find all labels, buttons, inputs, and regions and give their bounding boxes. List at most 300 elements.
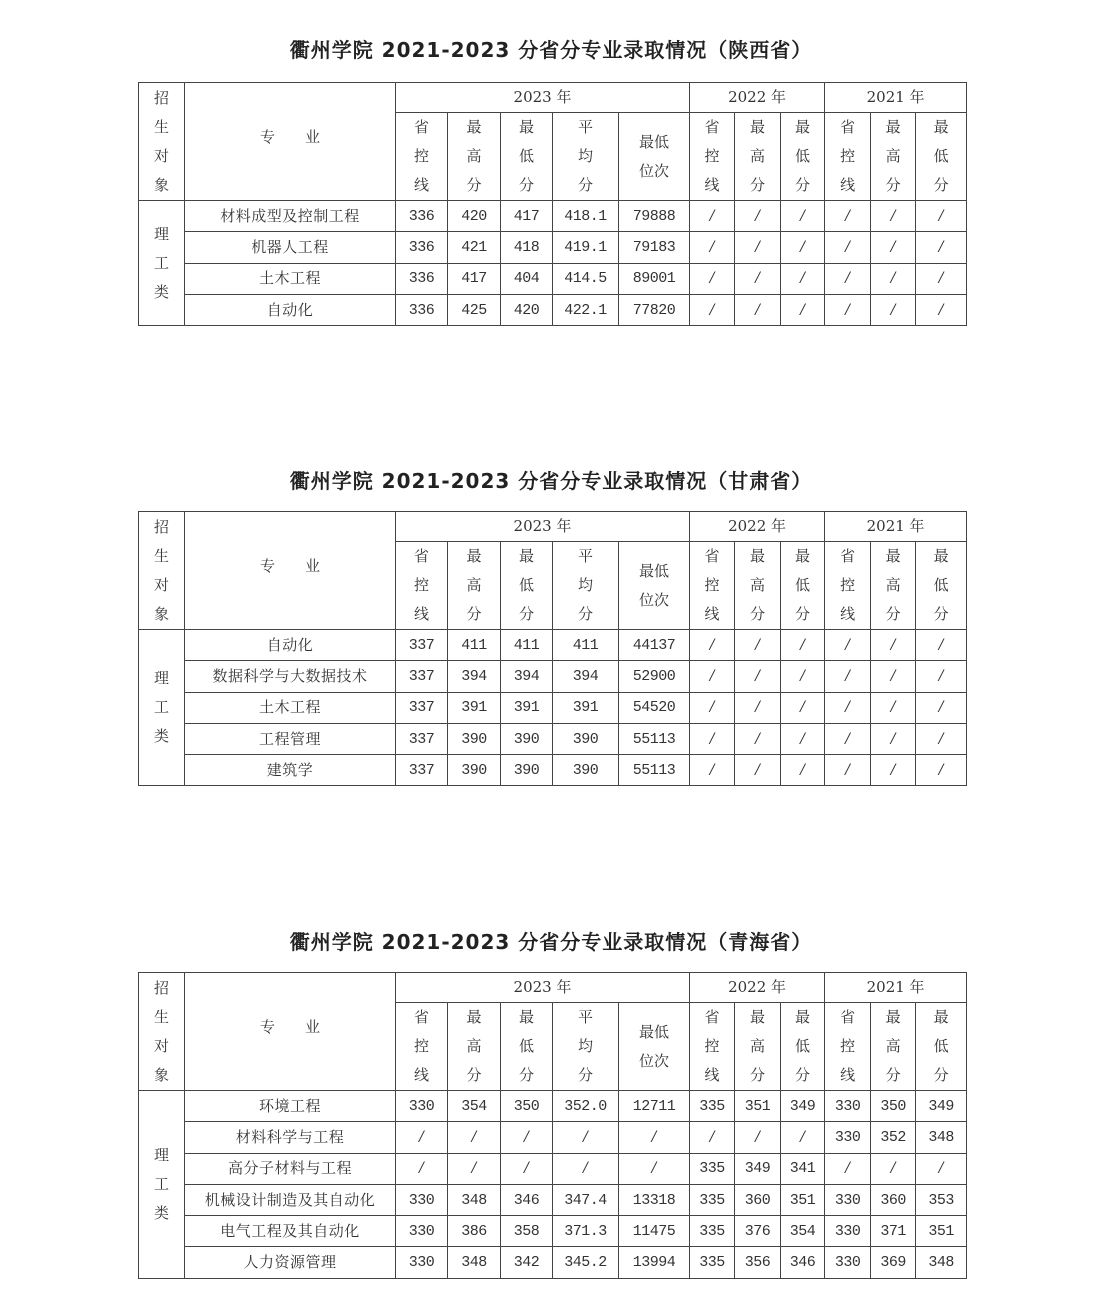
subcol-char: 最 (795, 118, 811, 136)
score-cell: / (825, 661, 871, 692)
score-cell: 414.5 (553, 263, 619, 294)
score-cell: 420 (448, 201, 501, 232)
subcol-char: 最 (518, 1008, 534, 1026)
header-subcol (825, 113, 871, 201)
score-cell: / (871, 232, 916, 263)
score-cell: / (781, 232, 825, 263)
score-cell: 55113 (619, 755, 690, 786)
header-year-2021: 2021 年 (825, 83, 967, 113)
score-cell: 337 (396, 692, 448, 723)
table-row (139, 692, 967, 723)
table-row (139, 630, 967, 661)
header-subcol (448, 542, 501, 630)
subcol-label (825, 113, 870, 200)
category-char: 招 (153, 88, 169, 107)
category-char: 生 (153, 1007, 169, 1026)
subcol-char: 低 (518, 1037, 534, 1055)
category-char: 理 (153, 1145, 169, 1164)
category-value (139, 664, 184, 751)
subcol-char: 低 (795, 576, 811, 594)
subcol-char: 最 (885, 118, 901, 136)
score-cell: 336 (396, 263, 448, 294)
subcol-char: 最 (518, 118, 534, 136)
subcol-char: 省 (413, 118, 429, 136)
score-cell: / (871, 755, 916, 786)
category-char: 类 (153, 282, 169, 301)
subcol-char: 分 (518, 605, 534, 623)
subcol-char: 均 (577, 576, 593, 594)
subcol-label (735, 113, 780, 200)
score-cell: / (916, 723, 967, 754)
score-cell: / (781, 201, 825, 232)
header-subcol (501, 542, 553, 630)
subcol-label (871, 1003, 915, 1090)
subcol-char: 分 (933, 1066, 949, 1084)
score-cell: 12711 (619, 1091, 690, 1122)
subcol-char: 低 (518, 147, 534, 165)
score-cell: 350 (501, 1091, 553, 1122)
subcol-char: 分 (750, 176, 766, 194)
score-cell: / (448, 1153, 501, 1184)
subcol-char: 省 (840, 1008, 856, 1026)
subcol-char: 分 (795, 1066, 811, 1084)
header-subcol (690, 1003, 735, 1091)
subcol-char: 最低 (639, 561, 670, 580)
score-cell: 390 (553, 755, 619, 786)
score-cell: 77820 (619, 294, 690, 325)
subcol-char: 控 (840, 147, 856, 165)
major-name: 环境工程 (185, 1091, 396, 1122)
score-cell: / (871, 630, 916, 661)
header-year-2023: 2023 年 (396, 83, 690, 113)
category-char: 类 (153, 727, 169, 746)
admission-table (138, 511, 967, 786)
header-subcol (916, 542, 967, 630)
score-cell: 349 (781, 1091, 825, 1122)
score-cell: / (825, 1153, 871, 1184)
score-cell: / (825, 723, 871, 754)
header-subcol (396, 113, 448, 201)
subcol-label (553, 1003, 618, 1090)
table-row (139, 1247, 967, 1278)
major-name: 人力资源管理 (185, 1247, 396, 1278)
major-name: 机器人工程 (185, 232, 396, 263)
score-cell: 348 (916, 1122, 967, 1153)
score-cell: 425 (448, 294, 501, 325)
score-cell: / (916, 232, 967, 263)
table-row (139, 1091, 967, 1122)
score-cell: 13318 (619, 1184, 690, 1215)
score-cell: 390 (553, 723, 619, 754)
score-cell: 390 (501, 723, 553, 754)
score-cell: 350 (871, 1091, 916, 1122)
header-category (139, 512, 185, 630)
subcol-char: 均 (577, 147, 593, 165)
table-row (139, 1122, 967, 1153)
header-subcol (781, 1003, 825, 1091)
score-cell: 330 (825, 1091, 871, 1122)
score-cell: / (781, 1122, 825, 1153)
category-value (139, 220, 184, 307)
score-cell: 391 (448, 692, 501, 723)
score-cell: 336 (396, 232, 448, 263)
subcol-char: 控 (413, 1037, 429, 1055)
subcol-label (871, 542, 915, 629)
subcol-char: 高 (885, 576, 901, 594)
category-char: 类 (153, 1203, 169, 1222)
major-name: 材料成型及控制工程 (185, 201, 396, 232)
category-label (139, 513, 184, 629)
score-cell: 394 (448, 661, 501, 692)
subcol-char: 高 (885, 147, 901, 165)
category-char: 工 (153, 253, 169, 272)
subcol-char: 线 (704, 605, 720, 623)
score-cell: 352 (871, 1122, 916, 1153)
score-cell: / (735, 1122, 781, 1153)
subcol-char: 控 (413, 576, 429, 594)
score-cell: / (501, 1153, 553, 1184)
subcol-label (916, 1003, 966, 1090)
header-subcol (553, 1003, 619, 1091)
category-char: 理 (153, 224, 169, 243)
subcol-char: 高 (466, 147, 482, 165)
score-cell: 346 (501, 1184, 553, 1215)
score-cell: / (735, 661, 781, 692)
subcol-char: 最 (795, 547, 811, 565)
major-name: 建筑学 (185, 755, 396, 786)
header-major: 专 业 (185, 512, 396, 630)
score-cell: / (735, 232, 781, 263)
score-cell: / (871, 294, 916, 325)
score-cell: / (735, 263, 781, 294)
subcol-char: 最 (933, 118, 949, 136)
header-subcol (396, 542, 448, 630)
score-cell: / (735, 692, 781, 723)
subcol-label (871, 113, 915, 200)
score-cell: 348 (448, 1247, 501, 1278)
score-cell: / (871, 201, 916, 232)
subcol-char: 低 (795, 147, 811, 165)
header-subcol (916, 113, 967, 201)
subcol-label (448, 113, 500, 200)
subcol-char: 分 (577, 1066, 593, 1084)
table-title: 衢州学院 2021-2023 分省分专业录取情况（青海省） (289, 930, 813, 954)
header-year-2022: 2022 年 (690, 512, 825, 542)
header-subcol (501, 1003, 553, 1091)
subcol-char: 线 (840, 176, 856, 194)
score-cell: 358 (501, 1216, 553, 1247)
subcol-char: 分 (518, 1066, 534, 1084)
table-row (139, 755, 967, 786)
score-cell: / (553, 1153, 619, 1184)
subcol-char: 高 (750, 147, 766, 165)
score-cell: 352.0 (553, 1091, 619, 1122)
subcol-char: 线 (704, 1066, 720, 1084)
score-cell: 418 (501, 232, 553, 263)
score-cell: / (871, 1153, 916, 1184)
subcol-label (501, 113, 552, 200)
category-cell (139, 1091, 185, 1279)
score-cell: / (735, 201, 781, 232)
score-cell: 354 (448, 1091, 501, 1122)
category-label (139, 974, 184, 1090)
subcol-char: 线 (840, 1066, 856, 1084)
header-subcol (619, 113, 690, 201)
header-subcol (448, 113, 501, 201)
score-cell: 371.3 (553, 1216, 619, 1247)
score-cell: 55113 (619, 723, 690, 754)
score-cell: / (781, 630, 825, 661)
table-title: 衢州学院 2021-2023 分省分专业录取情况（陕西省） (289, 38, 813, 62)
subcol-label (553, 113, 618, 200)
subcol-char: 低 (933, 1037, 949, 1055)
score-cell: 13994 (619, 1247, 690, 1278)
subcol-char: 分 (577, 176, 593, 194)
subcol-char: 省 (704, 547, 720, 565)
major-name: 材料科学与工程 (185, 1122, 396, 1153)
admission-table (138, 82, 967, 326)
score-cell: / (916, 294, 967, 325)
score-cell: / (825, 294, 871, 325)
score-cell: / (619, 1153, 690, 1184)
category-cell (139, 201, 185, 326)
subcol-char: 分 (885, 605, 901, 623)
subcol-char: 省 (840, 118, 856, 136)
score-cell: 44137 (619, 630, 690, 661)
score-cell: 330 (396, 1247, 448, 1278)
subcol-char: 省 (413, 547, 429, 565)
score-cell: / (825, 263, 871, 294)
score-cell: / (396, 1153, 448, 1184)
score-cell: 79888 (619, 201, 690, 232)
score-cell: 330 (825, 1184, 871, 1215)
subcol-char: 高 (466, 576, 482, 594)
major-name: 自动化 (185, 630, 396, 661)
score-cell: 79183 (619, 232, 690, 263)
subcol-char: 高 (750, 1037, 766, 1055)
header-subcol (871, 1003, 916, 1091)
header-year-2021: 2021 年 (825, 512, 967, 542)
subcol-char: 均 (577, 1037, 593, 1055)
subcol-char: 分 (795, 605, 811, 623)
subcol-label (690, 113, 734, 200)
subcol-label (690, 542, 734, 629)
subcol-char: 最 (885, 547, 901, 565)
header-year-2023: 2023 年 (396, 512, 690, 542)
major-name: 机械设计制造及其自动化 (185, 1184, 396, 1215)
score-cell: 390 (448, 755, 501, 786)
header-category (139, 973, 185, 1091)
score-cell: 346 (781, 1247, 825, 1278)
category-char: 对 (153, 146, 169, 165)
score-cell: 371 (871, 1216, 916, 1247)
table-row (139, 263, 967, 294)
score-cell: 336 (396, 201, 448, 232)
score-cell: 342 (501, 1247, 553, 1278)
score-cell: / (781, 661, 825, 692)
score-cell: 404 (501, 263, 553, 294)
category-char: 工 (153, 698, 169, 717)
score-cell: / (396, 1122, 448, 1153)
subcol-char: 高 (885, 1037, 901, 1055)
table-title: 衢州学院 2021-2023 分省分专业录取情况（甘肃省） (289, 469, 813, 493)
score-cell: 349 (735, 1153, 781, 1184)
score-cell: 351 (781, 1184, 825, 1215)
score-cell: 354 (781, 1216, 825, 1247)
table-row (139, 723, 967, 754)
score-cell: / (690, 755, 735, 786)
score-cell: / (916, 630, 967, 661)
score-cell: / (690, 263, 735, 294)
score-cell: 351 (735, 1091, 781, 1122)
score-cell: 351 (916, 1216, 967, 1247)
header-subcol (448, 1003, 501, 1091)
score-cell: 335 (690, 1247, 735, 1278)
score-cell: / (781, 692, 825, 723)
subcol-char: 分 (750, 605, 766, 623)
subcol-char: 控 (704, 1037, 720, 1055)
score-cell: 386 (448, 1216, 501, 1247)
table-row (139, 661, 967, 692)
subcol-label (619, 1018, 689, 1076)
subcol-char: 分 (577, 605, 593, 623)
score-cell: / (690, 232, 735, 263)
score-cell: 341 (781, 1153, 825, 1184)
subcol-char: 平 (577, 1008, 593, 1026)
score-cell: 335 (690, 1091, 735, 1122)
category-char: 招 (153, 517, 169, 536)
header-subcol (735, 113, 781, 201)
subcol-label (448, 1003, 500, 1090)
major-name: 高分子材料与工程 (185, 1153, 396, 1184)
subcol-char: 最低 (639, 132, 670, 151)
header-subcol (871, 542, 916, 630)
subcol-char: 分 (466, 1066, 482, 1084)
header-subcol (735, 1003, 781, 1091)
score-cell: / (690, 630, 735, 661)
score-cell: 422.1 (553, 294, 619, 325)
score-cell: 335 (690, 1153, 735, 1184)
score-cell: 419.1 (553, 232, 619, 263)
score-cell: 421 (448, 232, 501, 263)
subcol-char: 最 (750, 1008, 766, 1026)
score-cell: 347.4 (553, 1184, 619, 1215)
score-cell: 411 (501, 630, 553, 661)
table-row (139, 1153, 967, 1184)
score-cell: / (916, 692, 967, 723)
score-cell: 417 (448, 263, 501, 294)
score-cell: 348 (448, 1184, 501, 1215)
subcol-char: 分 (885, 1066, 901, 1084)
score-cell: 348 (916, 1247, 967, 1278)
score-cell: / (501, 1122, 553, 1153)
score-cell: / (735, 630, 781, 661)
subcol-char: 最 (933, 1008, 949, 1026)
score-cell: / (735, 723, 781, 754)
major-name: 自动化 (185, 294, 396, 325)
score-cell: 360 (871, 1184, 916, 1215)
subcol-char: 省 (704, 118, 720, 136)
category-char: 理 (153, 669, 169, 688)
subcol-char: 低 (795, 1037, 811, 1055)
score-cell: / (916, 201, 967, 232)
score-cell: 330 (825, 1216, 871, 1247)
subcol-char: 线 (413, 1066, 429, 1084)
category-char: 招 (153, 978, 169, 997)
score-cell: / (690, 294, 735, 325)
subcol-char: 最 (518, 547, 534, 565)
header-year-2022: 2022 年 (690, 973, 825, 1003)
subcol-label (825, 542, 870, 629)
score-cell: / (781, 723, 825, 754)
subcol-char: 最 (466, 1008, 482, 1026)
score-cell: / (781, 755, 825, 786)
table-row (139, 1216, 967, 1247)
table-row (139, 1184, 967, 1215)
category-char: 象 (153, 175, 169, 194)
score-cell: 54520 (619, 692, 690, 723)
subcol-char: 分 (466, 176, 482, 194)
score-cell: 394 (553, 661, 619, 692)
score-cell: / (825, 630, 871, 661)
subcol-char: 省 (413, 1008, 429, 1026)
subcol-label (619, 557, 689, 615)
subcol-char: 线 (704, 176, 720, 194)
subcol-char: 分 (795, 176, 811, 194)
score-cell: 391 (501, 692, 553, 723)
score-cell: / (916, 1153, 967, 1184)
category-char: 象 (153, 1065, 169, 1084)
score-cell: 345.2 (553, 1247, 619, 1278)
score-cell: 337 (396, 661, 448, 692)
subcol-label (396, 542, 447, 629)
category-label (139, 84, 184, 200)
subcol-char: 控 (704, 576, 720, 594)
score-cell: 356 (735, 1247, 781, 1278)
score-cell: / (916, 755, 967, 786)
score-cell: / (871, 723, 916, 754)
header-subcol (825, 1003, 871, 1091)
table-row (139, 201, 967, 232)
header-year-2022: 2022 年 (690, 83, 825, 113)
subcol-label (448, 542, 500, 629)
subcol-char: 最低 (639, 1022, 670, 1041)
subcol-char: 最 (885, 1008, 901, 1026)
subcol-char: 分 (466, 605, 482, 623)
score-cell: / (871, 661, 916, 692)
score-cell: 330 (396, 1091, 448, 1122)
subcol-label (735, 542, 780, 629)
subcol-label (619, 128, 689, 186)
subcol-label (690, 1003, 734, 1090)
score-cell: 89001 (619, 263, 690, 294)
subcol-char: 低 (933, 576, 949, 594)
admission-table (138, 972, 967, 1279)
score-cell: 369 (871, 1247, 916, 1278)
score-cell: / (690, 692, 735, 723)
category-char: 对 (153, 1036, 169, 1055)
score-cell: / (871, 263, 916, 294)
subcol-char: 最 (466, 547, 482, 565)
subcol-char: 最 (933, 547, 949, 565)
score-cell: / (735, 755, 781, 786)
score-cell: 11475 (619, 1216, 690, 1247)
subcol-char: 分 (933, 605, 949, 623)
subcol-label (916, 542, 966, 629)
subcol-char: 最 (750, 547, 766, 565)
score-cell: 337 (396, 723, 448, 754)
score-cell: 420 (501, 294, 553, 325)
